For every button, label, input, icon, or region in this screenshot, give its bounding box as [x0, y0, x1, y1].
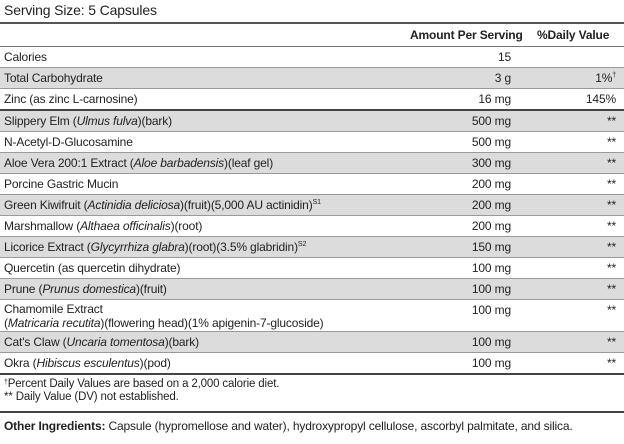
row-dv: **: [606, 135, 616, 149]
row-name: Marshmallow (Althaea officinalis)(root): [4, 219, 203, 233]
footnotes: [0, 375, 624, 413]
row-amount: 500 mg: [471, 135, 511, 149]
header-amount-per-serving: Amount Per Serving: [410, 28, 523, 42]
row-name: Cat's Claw (Uncaria tomentosa)(bark): [4, 335, 199, 349]
row-aloe-vera: [0, 153, 624, 174]
row-amount: 150 mg: [471, 240, 511, 254]
row-dv: **: [606, 356, 616, 370]
row-name: Zinc (as zinc L-carnosine): [4, 92, 138, 106]
footnote-stars: ** Daily Value (DV) not established.: [4, 391, 179, 403]
footnote-mark: S2: [297, 241, 307, 248]
row-name: Porcine Gastric Mucin: [4, 177, 119, 191]
row-amount: 100 mg: [471, 261, 511, 275]
row-amount: 100 mg: [471, 335, 511, 349]
row-name: Calories: [4, 50, 47, 64]
row-dv: **: [606, 219, 616, 233]
row-name: Licorice Extract (Glycyrrhiza glabra)(root)(3.5% glabridin)$^{S2}$: [4, 240, 307, 254]
footnote-dagger: †Percent Daily Values are based on a 2,000 calorie diet.: [4, 378, 280, 390]
row-zinc: [0, 89, 624, 111]
other-ingredients-label: Other Ingredients:: [4, 419, 106, 433]
row-name: Green Kiwifruit (Actinidia deliciosa)(fruit)(5,000 AU actinidin)$^{S1}$: [4, 198, 321, 212]
row-prune: [0, 279, 624, 300]
row-cats-claw: [0, 332, 624, 353]
row-licorice-extract: [0, 237, 624, 258]
row-quercetin: [0, 258, 624, 279]
row-amount: 3 g: [494, 71, 511, 85]
row-chamomile-extract: [0, 300, 624, 332]
row-name: Prune (Prunus domestica)(fruit): [4, 282, 167, 296]
row-dv: **: [606, 114, 616, 128]
serving-size: Serving Size: 5 Capsules: [0, 0, 624, 24]
row-dv: **: [606, 156, 616, 170]
row-name: Aloe Vera 200:1 Extract (Aloe barbadensis)(leaf gel): [4, 156, 274, 170]
row-total-carbohydrate: [0, 68, 624, 89]
header-daily-value: %Daily Value: [537, 28, 610, 42]
row-name: Total Carbohydrate: [4, 71, 103, 85]
row-amount: 200 mg: [471, 177, 511, 191]
dagger-mark: †: [612, 72, 616, 79]
row-marshmallow: [0, 216, 624, 237]
row-amount: 200 mg: [471, 219, 511, 233]
row-slippery-elm: [0, 111, 624, 132]
row-porcine-gastric-mucin: [0, 174, 624, 195]
row-name: Chamomile Extract (Matricaria recutita)(flowering head)(1% apigenin-7-glucoside): [4, 302, 324, 330]
table-header: [0, 24, 624, 47]
row-amount: 15: [497, 50, 511, 64]
row-amount: 200 mg: [471, 198, 511, 212]
row-amount: 100 mg: [471, 282, 511, 296]
other-ingredients-text: Capsule (hypromellose and water), hydroxypropyl cellulose, ascorbyl palmitate, and silica.: [105, 419, 573, 433]
row-dv: 145%: [585, 92, 616, 106]
footnote-mark: S1: [312, 199, 321, 206]
row-name: Quercetin (as quercetin dihydrate): [4, 261, 181, 275]
row-amount: 100 mg: [471, 356, 511, 370]
row-name: N-Acetyl-D-Glucosamine: [4, 135, 133, 149]
row-amount: 500 mg: [471, 114, 511, 128]
row-dv: 1%†: [595, 71, 616, 85]
row-n-acetyl-d-glucosamine: [0, 132, 624, 153]
row-name: Okra (Hibiscus esculentus)(pod): [4, 356, 171, 370]
row-name: Slippery Elm (Ulmus fulva)(bark): [4, 114, 172, 128]
row-dv: **: [606, 177, 616, 191]
row-calories: [0, 47, 624, 68]
row-amount: 100 mg: [471, 303, 511, 317]
other-ingredients: [0, 413, 624, 433]
row-green-kiwifruit: [0, 195, 624, 216]
row-amount: 16 mg: [478, 92, 511, 106]
row-amount: 300 mg: [471, 156, 511, 170]
row-dv: **: [606, 282, 616, 296]
row-dv: **: [606, 261, 616, 275]
row-dv: **: [606, 335, 616, 349]
row-dv: **: [606, 198, 616, 212]
row-dv: **: [606, 303, 616, 317]
row-okra: [0, 353, 624, 375]
row-dv: **: [606, 240, 616, 254]
